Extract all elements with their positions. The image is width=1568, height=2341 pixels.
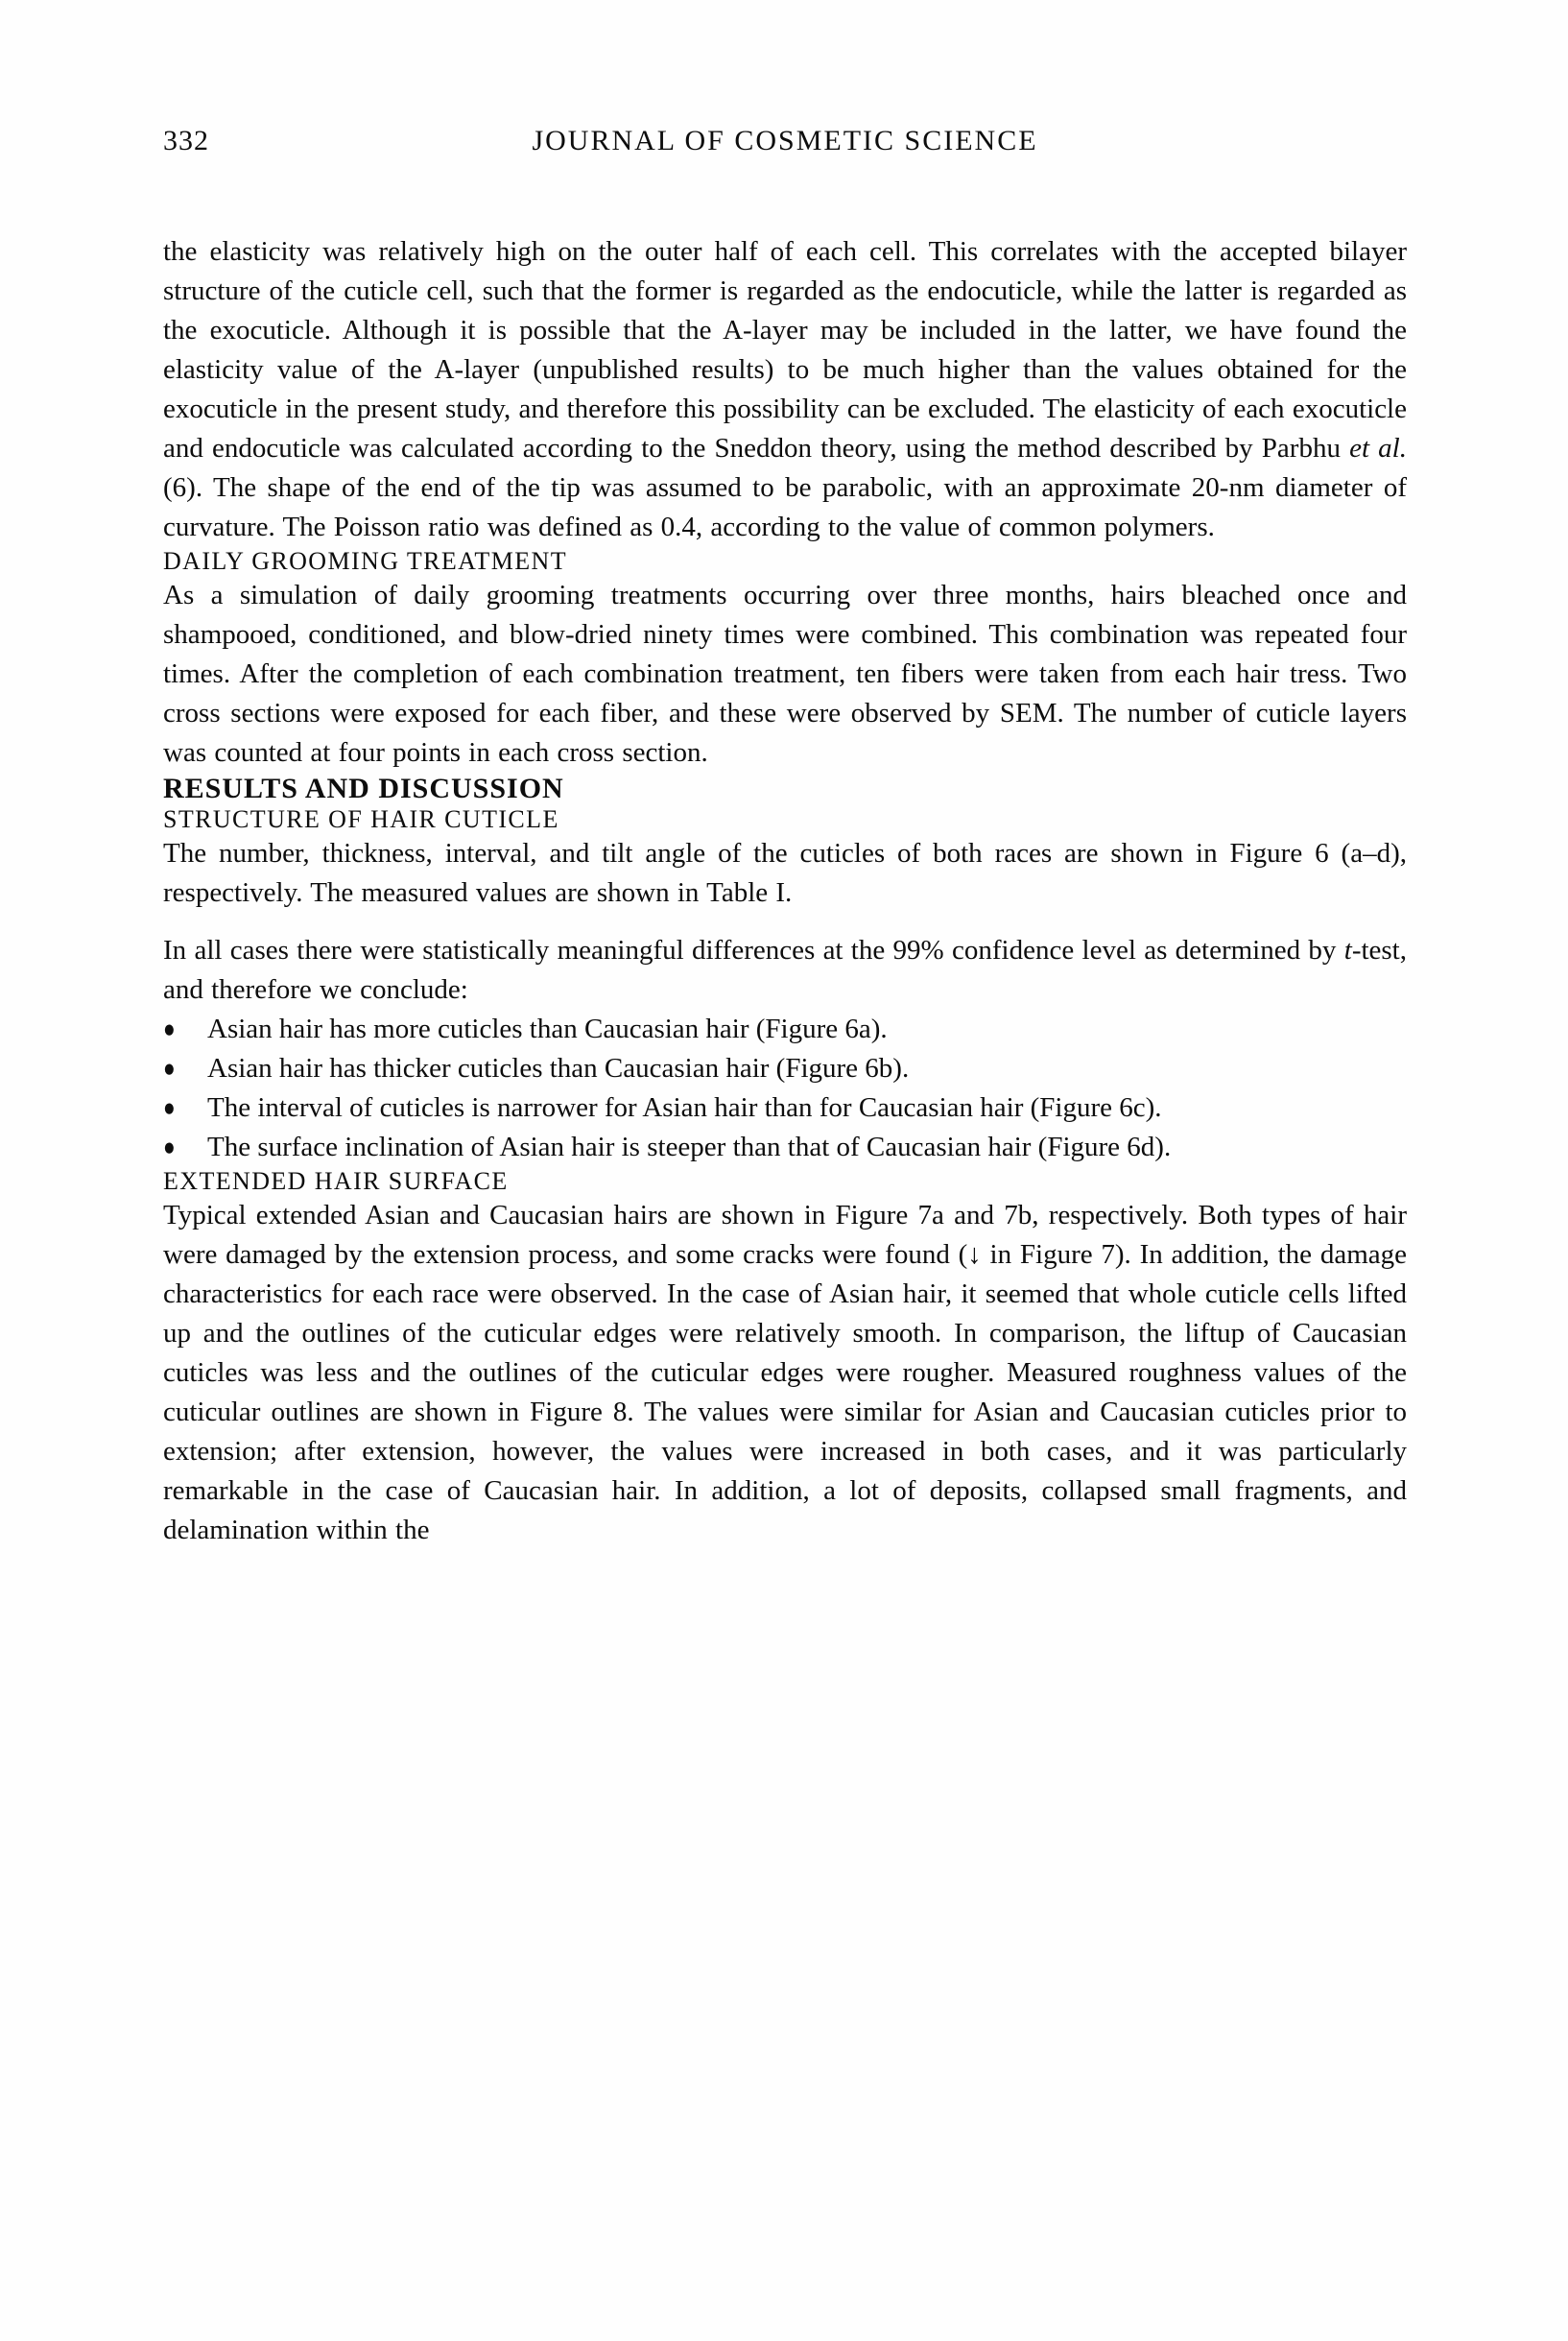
conclusion-item: [163, 1128, 1407, 1167]
bullet-icon: ●: [163, 1092, 176, 1122]
section-heading-results-and-discussion: RESULTS AND DISCUSSION: [163, 773, 564, 804]
running-head: [163, 125, 1407, 163]
paragraph-extended-hair: Typical extended Asian and Caucasian hairs are shown in Figure 7a and 7b, respectively. Both types of hair were damaged by the extension process, and some cracks were found (↓ in Figure 7). In addition, the damage characteristics for each race were observed. In the case of Asian hair, it seemed that whole cuticle cells lifted up and the outlines of the cuticular edges were relatively smooth. In comparison, the liftup of Caucasian cuticles was less and the outlines of the cuticular edges were rougher. Measured roughness values of the cuticular outlines are shown in Figure 8. The values were similar for Asian and Caucasian cuticles prior to extension; after extension, however, the values were increased in both cases, and it was particularly remarkable in the case of Caucasian hair. In addition, a lot of deposits, collapsed small fragments, and delamination within the: [163, 1200, 1407, 1545]
bullet-icon: ●: [163, 1014, 176, 1043]
conclusion-item: [163, 1010, 1407, 1049]
conclusions-list: [163, 1010, 1407, 1167]
conclusion-text: The surface inclination of Asian hair is steeper than that of Caucasian hair (Figure 6d).: [207, 1132, 1172, 1162]
text-segment: the elasticity was relatively high on the outer half of each cell. This correlates with the accepted bilayer structure of the cuticle cell, such that the former is regarded as the endocuticle, while the latter is regarded as the exocuticle. Although it is possible that the A-layer may be included in the latter, we have found the elasticity value of the A-layer (unpublished results) to be much higher than the values obtained for the exocuticle in the present study, and therefore this possibility can be excluded. The elasticity of each exocuticle and endocuticle was calculated according to the Sneddon theory, using the method described by Parbhu: [163, 236, 1407, 464]
conclusion-item: [163, 1049, 1407, 1088]
journal-title: JOURNAL OF COSMETIC SCIENCE: [532, 125, 1038, 156]
page-number: 332: [163, 125, 209, 156]
paragraph-daily-grooming: As a simulation of daily grooming treatments occurring over three months, hairs bleached once and shampooed, conditioned, and blow-dried ninety times were combined. This combination was repeated four times. After the completion of each combination treatment, ten fibers were taken from each hair tress. Two cross sections were exposed for each fiber, and these were observed by SEM. The number of cuticle layers was counted at four points in each cross section.: [163, 580, 1407, 768]
bullet-icon: ●: [163, 1053, 176, 1083]
conclusion-text: Asian hair has thicker cuticles than Caucasian hair (Figure 6b).: [207, 1053, 910, 1084]
conclusion-text: The interval of cuticles is narrower for Asian hair than for Caucasian hair (Figure 6c).: [207, 1092, 1162, 1123]
text-segment: In all cases there were statistically meaningful differences at the 99% confidence level as determined by: [163, 935, 1344, 966]
paragraph-elasticity: [163, 232, 1407, 547]
text-segment: (6). The shape of the end of the tip was assumed to be parabolic, with an approximate 20-nm diameter of curvature. The Poisson ratio was defined as 0.4, according to the value of common polymers.: [163, 472, 1407, 542]
paragraph-structure-figures: The number, thickness, interval, and tilt angle of the cuticles of both races are shown in Figure 6 (a–d), respectively. The measured values are shown in Table I.: [163, 838, 1407, 908]
bullet-icon: ●: [163, 1132, 176, 1161]
italic-text: et al.: [1349, 433, 1407, 464]
section-heading-extended-hair-surface: EXTENDED HAIR SURFACE: [163, 1167, 509, 1195]
section-heading-daily-grooming-treatment: DAILY GROOMING TREATMENT: [163, 547, 567, 575]
conclusion-item: [163, 1088, 1407, 1128]
text-segment: -test, and therefore we conclude:: [163, 935, 1407, 1005]
conclusion-text: Asian hair has more cuticles than Caucasian hair (Figure 6a).: [207, 1014, 888, 1044]
paragraph-conclusions-intro: [163, 931, 1407, 1010]
italic-text: t: [1343, 935, 1352, 966]
section-heading-structure-of-hair-cuticle: STRUCTURE OF HAIR CUTICLE: [163, 805, 559, 833]
